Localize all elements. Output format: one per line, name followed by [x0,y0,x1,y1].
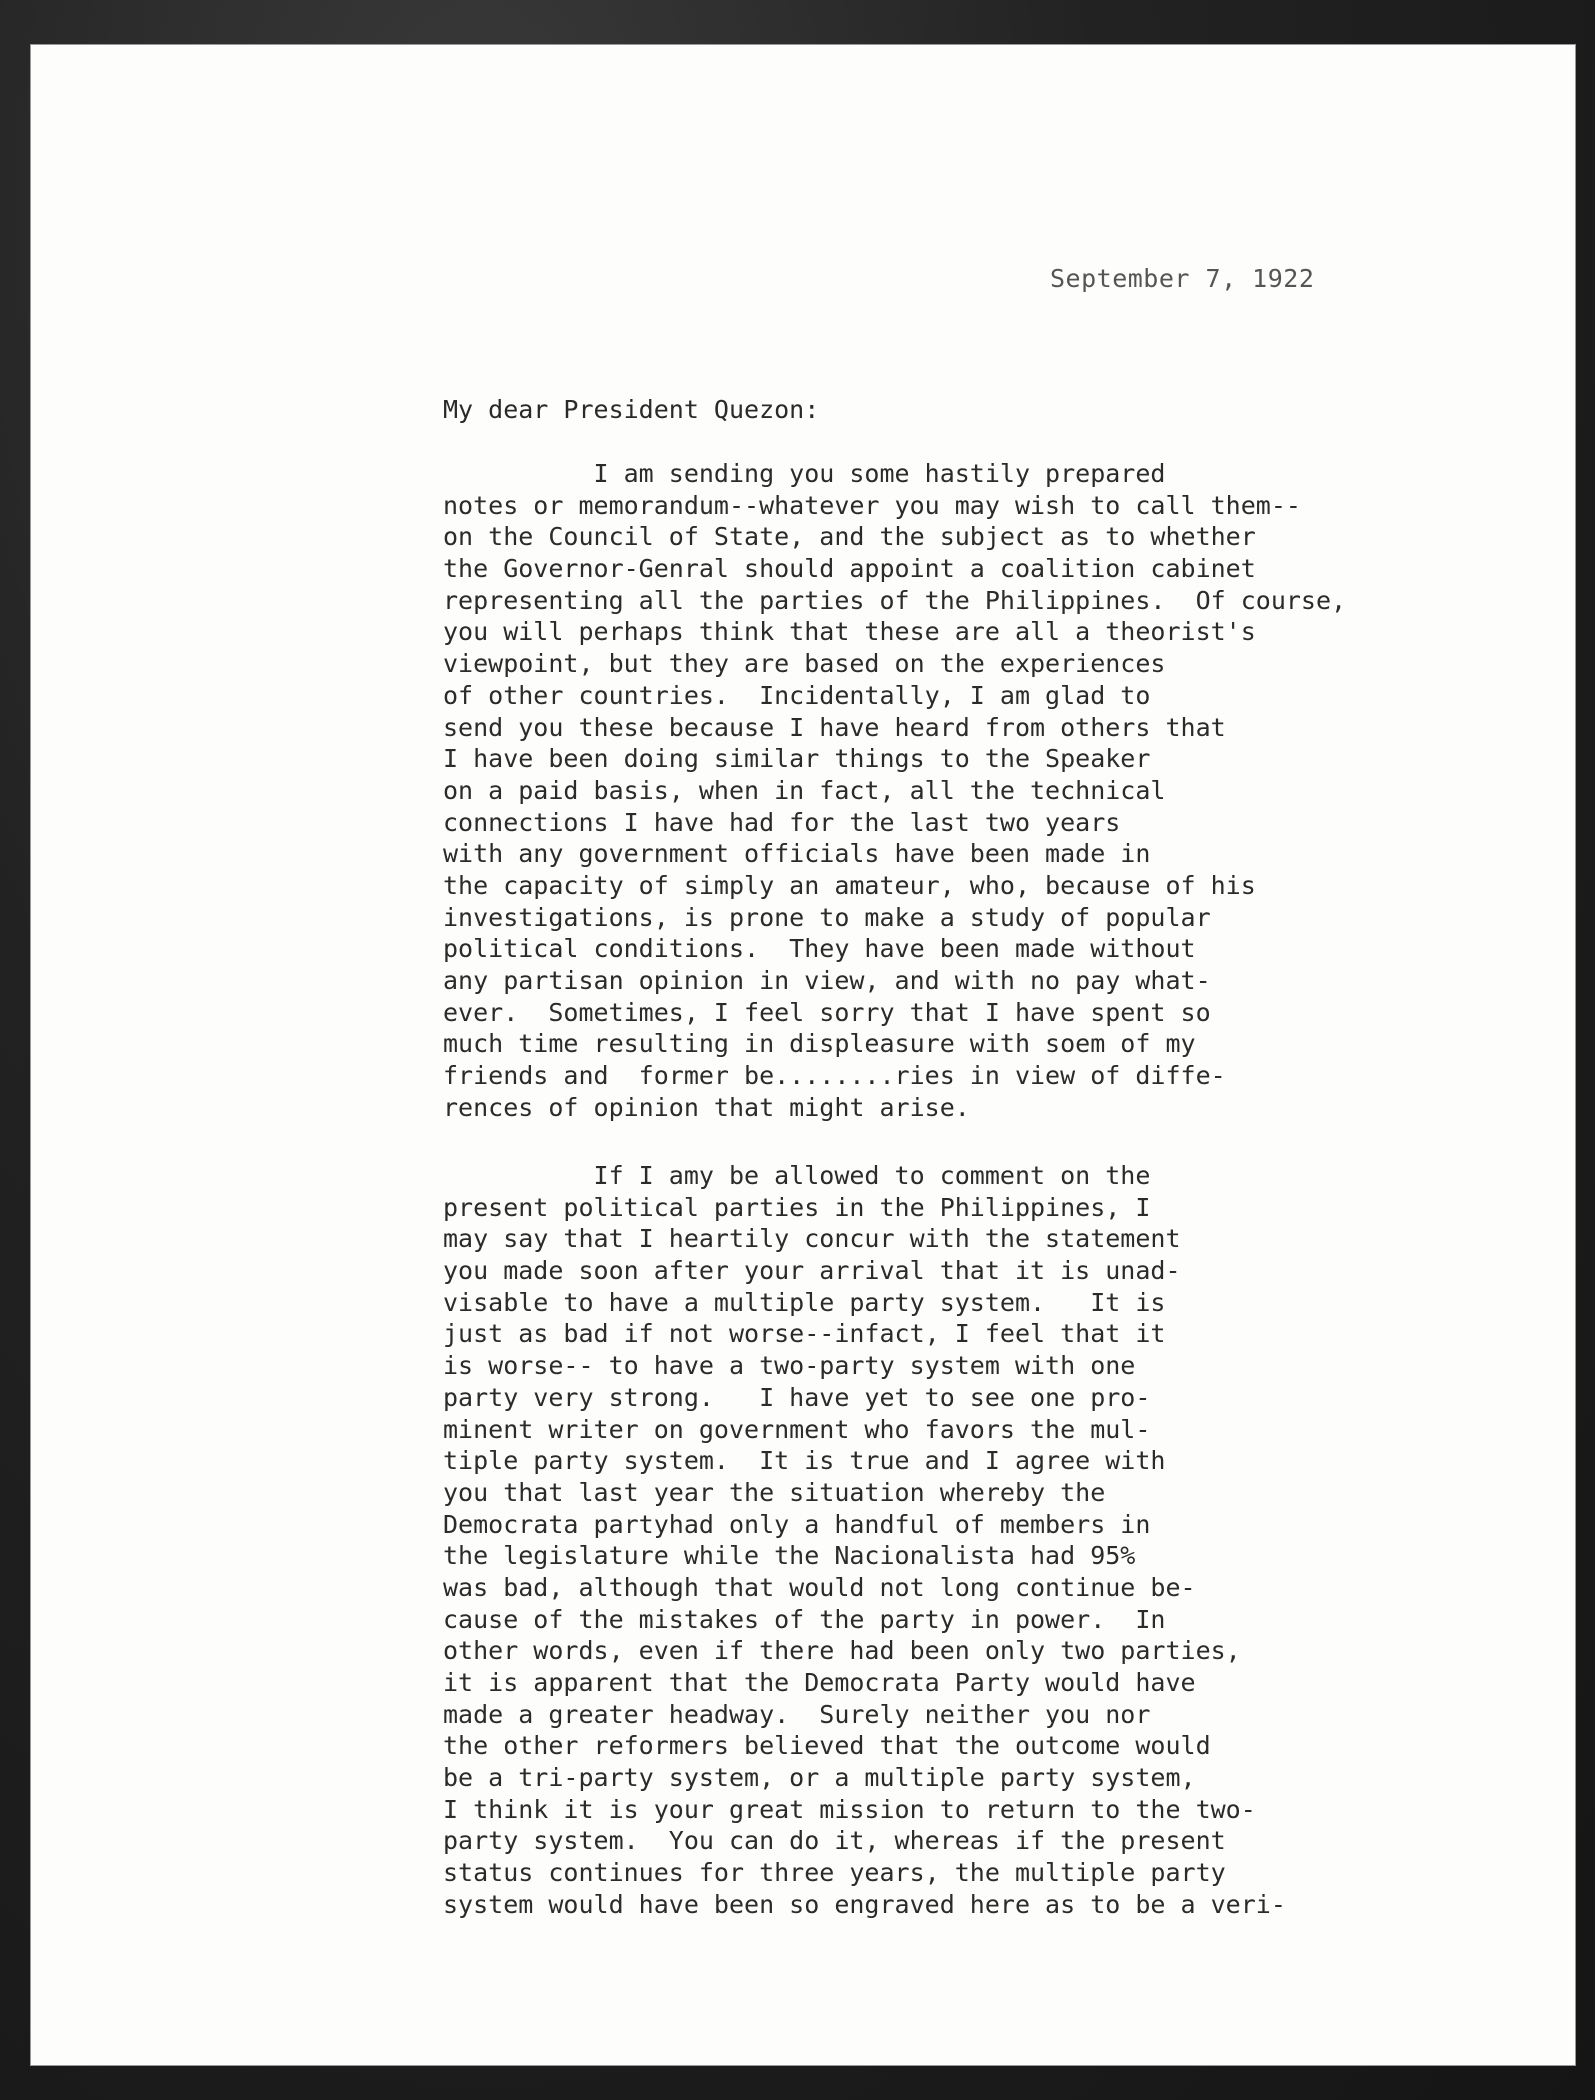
text-line: investigations, is prone to make a study of popular [443,902,1211,932]
text-line: connections I have had for the last two years [443,807,1121,837]
letter-date: September 7, 1922 [1050,264,1315,293]
text-line: Democrata partyhad only a handful of members in [443,1509,1151,1539]
text-line: If I amy be allowed to comment on the [443,1161,1151,1190]
text-line: I have been doing similar things to the Speaker [443,744,1151,774]
text-line: much time resulting in displeasure with soem of my [443,1029,1196,1059]
text-line: minent writer on government who favors the mul- [443,1414,1151,1444]
text-line: send you these because I have heard from others that [443,712,1226,742]
text-line: just as bad if not worse--infact, I feel that it [443,1319,1166,1349]
text-line: political conditions. They have been made without [443,934,1196,964]
text-line: I think it is your great mission to return to the two- [443,1794,1256,1824]
text-line: it is apparent that the Democrata Party would have [443,1668,1196,1697]
text-line: other words, even if there had been only two parties, [443,1636,1241,1666]
text-line: notes or memorandum--whatever you may wish to call them-- [443,490,1301,520]
text-line: be a tri-party system, or a multiple party system, [443,1763,1196,1793]
text-line: the capacity of simply an amateur, who, because of his [443,870,1256,900]
text-line: may say that I heartily concur with the statement [443,1224,1181,1254]
text-line: the legislature while the Nacionalista had 95% [443,1541,1136,1571]
text-line: is worse-- to have a two-party system with one [443,1351,1136,1381]
text-line: system would have been so engraved here as to be a veri- [443,1889,1286,1919]
text-line: present political parties in the Philippines, I [443,1192,1151,1222]
letter-salutation: My dear President Quezon: [443,395,820,424]
text-line: of other countries. Incidentally, I am glad to [443,680,1151,710]
text-line: you that last year the situation whereby the [443,1477,1106,1507]
text-line: cause of the mistakes of the party in power. In [443,1604,1166,1634]
text-line: party very strong. I have yet to see one pro- [443,1382,1151,1412]
text-line: the other reformers believed that the outcome would [443,1731,1211,1761]
text-line: the Governor-Genral should appoint a coalition cabinet [443,554,1256,584]
text-line: made a greater headway. Surely neither you nor [443,1699,1151,1729]
text-line: was bad, although that would not long continue be- [443,1572,1196,1602]
text-line: rences of opinion that might arise. [443,1092,970,1122]
text-line: ever. Sometimes, I feel sorry that I have spent so [443,997,1211,1027]
paragraph-1 [443,458,1346,1123]
text-line: with any government officials have been made in [443,839,1151,869]
text-line: representing all the parties of the Philippines. Of course, [443,585,1347,615]
paragraph-2 [443,1160,1286,1921]
text-line: tiple party system. It is true and I agree with [443,1446,1166,1476]
text-line: status continues for three years, the multiple party [443,1858,1226,1888]
text-line: on the Council of State, and the subject as to whether [443,522,1256,552]
text-line: on a paid basis, when in fact, all the technical [443,775,1166,805]
text-line: party system. You can do it, whereas if the present [443,1826,1226,1856]
text-line: visable to have a multiple party system. It is [443,1287,1166,1317]
text-line: I am sending you some hastily prepared [443,459,1166,488]
text-line: you made soon after your arrival that it is unad- [443,1256,1181,1286]
text-line: you will perhaps think that these are all a theorist's [443,617,1256,647]
text-line: friends and former be........ries in view of diffe- [443,1061,1226,1091]
text-line: any partisan opinion in view, and with no pay what- [443,966,1211,995]
text-line: viewpoint, but they are based on the experiences [443,649,1166,679]
